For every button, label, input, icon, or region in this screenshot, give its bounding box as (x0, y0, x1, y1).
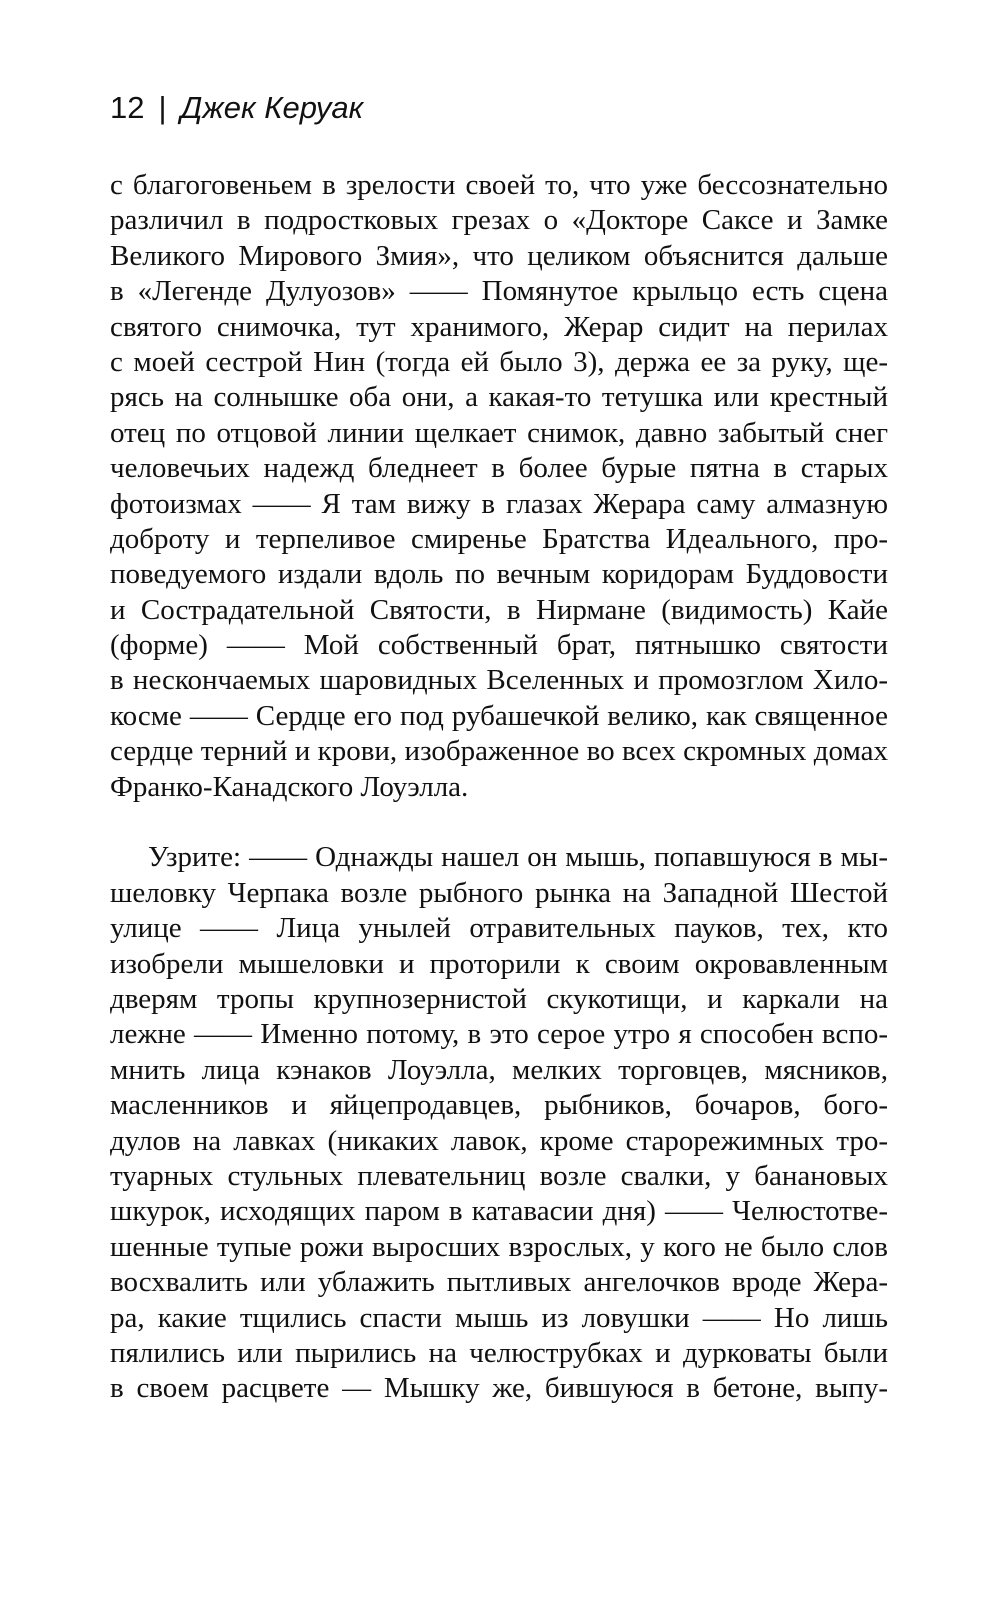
text-line: пялились или пырились на челюструбках и дурковаты были (110, 1336, 888, 1369)
text-line: фотоизмах —— Я там вижу в глазах Жерара саму алмазную (110, 487, 888, 520)
text-line: дулов на лавках (никаких лавок, кроме старорежимных тро- (110, 1124, 888, 1157)
text-line: лежне —— Именно потому, в это серое утро я способен вспо- (110, 1018, 888, 1051)
text-line: (форме) —— Мой собственный брат, пятнышко святости (110, 629, 888, 662)
text-line: изобрели мышеловки и проторили к своим окровавленным (110, 947, 888, 980)
text-line: святого снимочка, тут хранимого, Жерар сидит на перилах (110, 310, 888, 343)
text-line: Франко-Канадского Лоуэлла. (110, 770, 469, 803)
text-line: рясь на солнышке оба они, а какая-то тетушка или крестный (110, 381, 888, 414)
text-line: в «Легенде Дулуозов» —— Помянутое крыльцо есть сцена (110, 275, 888, 308)
text-line: сердце терний и крови, изображенное во всех скромных домах (110, 735, 888, 768)
text-line: косме —— Сердце его под рубашечкой велико, как священное (110, 699, 888, 732)
author-name: Джек Керуак (180, 90, 364, 125)
text-line: шкурок, исходящих паром в катавасии дня) —— Челюстотве- (110, 1195, 888, 1228)
text-line: с благоговеньем в зрелости своей то, что уже бессознательно (110, 169, 888, 201)
text-line: человечьих надежд бледнеет в более бурые пятна в старых (110, 452, 888, 485)
text-line: Узрите: —— Однажды нашел он мышь, попавшуюся в мы- (148, 841, 888, 874)
text-line: туарных стульных плевательниц возле свалки, у банановых (110, 1159, 888, 1192)
text-line: отец по отцовой линии щелкает снимок, давно забытый снег (110, 416, 888, 449)
body-text (110, 168, 888, 1407)
paragraph-2 (110, 840, 888, 1406)
text-line: поведуемого издали вдоль по вечным коридорам Буддовости (110, 558, 888, 591)
text-line: восхвалить или ублажить пытливых ангелочков вроде Жера- (110, 1266, 888, 1299)
text-line: шеловку Черпака возле рыбного рынка на Западной Шестой (110, 876, 888, 909)
text-line: доброту и терпеливое смиренье Братства Идеального, про- (110, 522, 888, 555)
text-line: различил в подростковых грезах о «Докторе Саксе и Замке (110, 204, 888, 237)
text-line: масленников и яйцепродавцев, рыбников, бочаров, бого- (110, 1089, 888, 1122)
text-line: в своем расцвете — Мышку же, бившуюся в бетоне, выпу- (110, 1372, 888, 1405)
text-line: Великого Мирового Змия», что целиком объяснится дальше (110, 239, 888, 272)
page-number: 12 (110, 90, 145, 125)
text-line: мнить лица кэнаков Лоуэлла, мелких торговцев, мясников, (110, 1053, 888, 1086)
text-line: шенные тупые рожи выросших взрослых, у кого не было слов (110, 1230, 888, 1263)
text-line: с моей сестрой Нин (тогда ей было 3), держа ее за руку, ще- (110, 345, 888, 378)
header-separator: | (158, 90, 167, 125)
running-head (110, 88, 363, 128)
text-line: улице —— Лица унылей отравительных пауков, тех, кто (110, 912, 888, 945)
text-line: и Сострадательной Святости, в Нирмане (видимость) Кайе (110, 593, 888, 626)
paragraph-gap (110, 805, 888, 840)
text-line: в нескончаемых шаровидных Вселенных и промозглом Хило- (110, 664, 888, 697)
text-line: ра, какие тщились спасти мышь из ловушки —— Но лишь (110, 1301, 888, 1334)
text-line: дверям тропы крупнозернистой скукотищи, и каркали на (110, 982, 888, 1015)
paragraph-1 (110, 168, 888, 805)
